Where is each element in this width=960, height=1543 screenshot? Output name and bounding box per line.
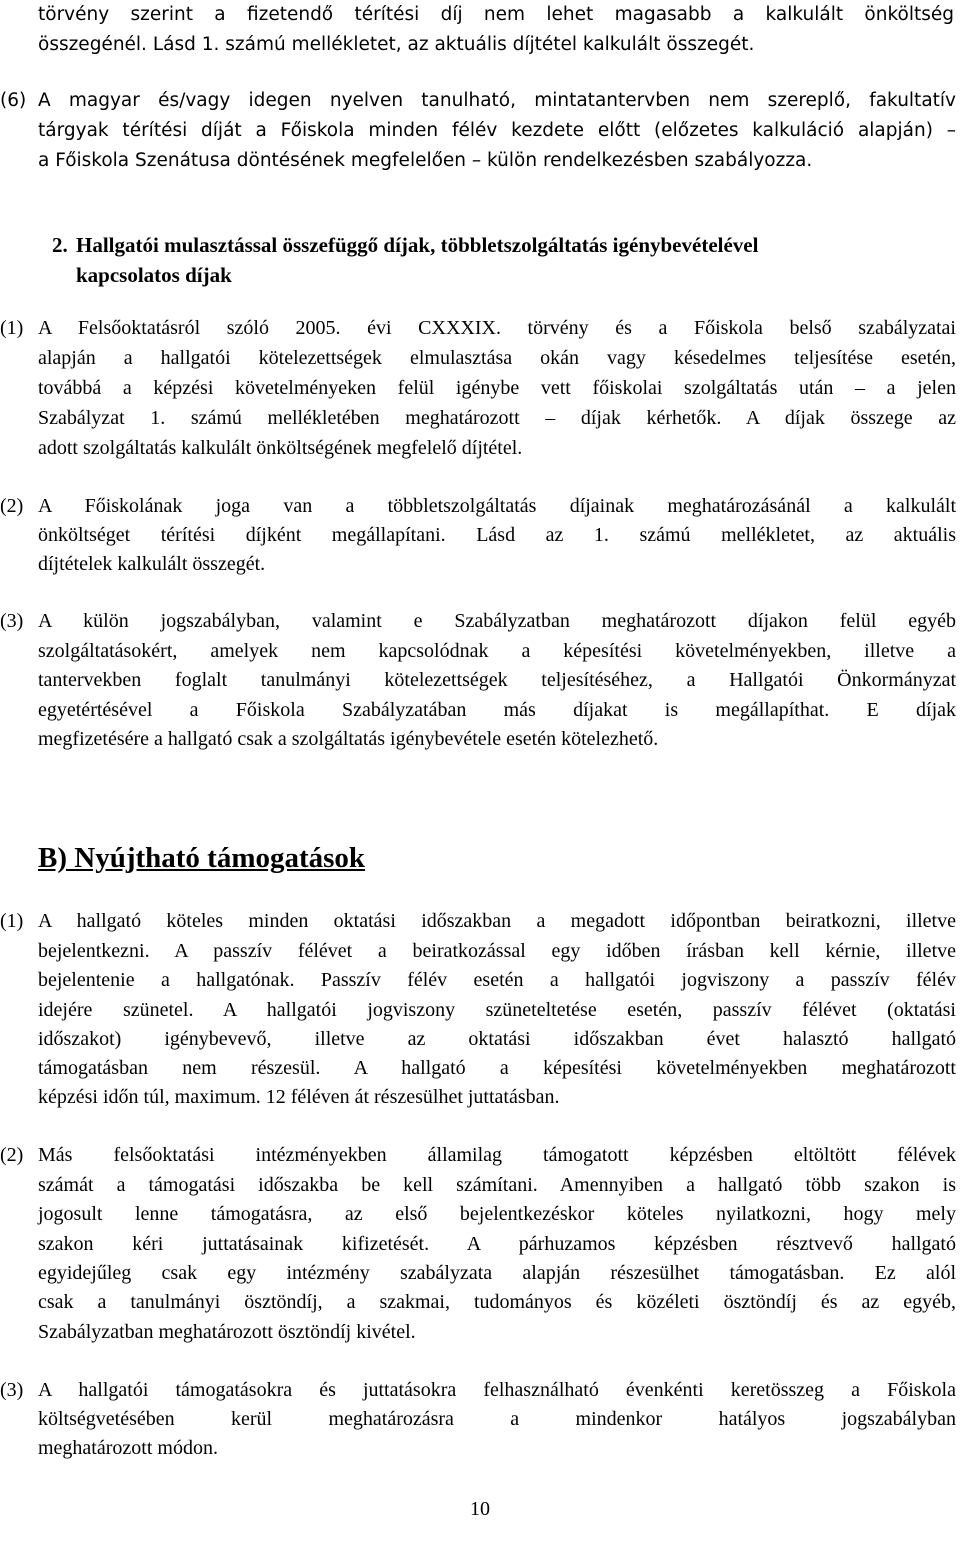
paragraph-number: (2) <box>0 495 24 517</box>
text-line: meghatározott módon. <box>38 1437 218 1459</box>
text-line: tárgyak térítési díját a Főiskola minden félév kezdete előtt (előzetes kalkuláció alapján) – <box>38 120 956 141</box>
text-line: A külön jogszabályban, valamint e Szabályzatban meghatározott díjakon felül egyéb <box>38 610 956 632</box>
text-line: idejére szünetel. A hallgatói jogviszony szüneteltetése esetén, passzív félévet (oktatási <box>38 999 956 1021</box>
section-title-line: kapcsolatos díjak <box>76 263 232 287</box>
text-line: bejelentkezni. A passzív félévet a beiratkozással egy időben írásban kell kérnie, illetve <box>38 940 956 962</box>
text-line: összegénél. Lásd 1. számú mellékletet, az aktuális díjtétel kalkulált összegét. <box>38 34 755 55</box>
text-line: továbbá a képzési követelményeken felül igénybe vett főiskolai szolgáltatás után – a jelen <box>38 377 956 399</box>
text-line: A Felsőoktatásról szóló 2005. évi CXXXIX. törvény és a Főiskola belső szabályzatai <box>38 317 956 339</box>
text-line: Szabályzat 1. számú mellékletében meghatározott – díjak kérhetők. A díjak összege az <box>38 407 956 429</box>
text-line: szakon kéri juttatásainak kifizetését. A párhuzamos képzésben résztvevő hallgató <box>38 1233 956 1255</box>
text-line: A hallgatói támogatásokra és juttatásokra felhasználható évenkénti keretösszeg a Főiskola <box>38 1379 956 1401</box>
section-heading-cont <box>76 258 232 292</box>
text-line: egyidejűleg csak egy intézmény szabályzata alapján részesülhet támogatásban. Ez alól <box>38 1262 956 1284</box>
paragraph-number: (3) <box>0 1379 24 1401</box>
paragraph-number: (6) <box>0 90 27 111</box>
text-line: A Főiskolának joga van a többletszolgáltatás díjainak meghatározásánál a kalkulált <box>38 495 956 517</box>
text-line: megfizetésére a hallgató csak a szolgáltatás igénybevétele esetén kötelezhető. <box>38 728 659 750</box>
section-title-line: Hallgatói mulasztással összefüggő díjak, többletszolgáltatás igénybevételével <box>76 233 759 257</box>
text-line: Más felsőoktatási intézményekben államilag támogatott képzésben eltöltött félévek <box>38 1144 956 1166</box>
text-line: A magyar és/vagy idegen nyelven tanulható, mintatantervben nem szereplő, fakultatív <box>38 90 956 111</box>
text-line: önköltséget térítési díjként megállapítani. Lásd az 1. számú mellékletet, az aktuális <box>38 524 956 546</box>
text-line: jogosult lenne támogatásra, az első bejelentkezéskor köteles nyilatkozni, hogy mely <box>38 1203 956 1225</box>
text-line: díjtételek kalkulált összegét. <box>38 553 266 575</box>
text-line: alapján a hallgatói kötelezettségek elmulasztása okán vagy késedelmes teljesítése esetén, <box>38 347 956 369</box>
text-line: bejelentenie a hallgatónak. Passzív félév esetén a hallgatói jogviszony a passzív félév <box>38 969 956 991</box>
text-line: a Főiskola Szenátusa döntésének megfelelően – külön rendelkezésben szabályozza. <box>38 150 813 171</box>
text-line: csak a tanulmányi ösztöndíj, a szakmai, tudományos és közéleti ösztöndíj és az egyéb, <box>38 1291 956 1313</box>
section-heading <box>52 228 759 262</box>
text-line: képzési időn túl, maximum. 12 féléven át részesülhet juttatásban. <box>38 1086 560 1108</box>
text-line: tantervekben foglalt tanulmányi kötelezettségek teljesítéséhez, a Hallgatói Önkormányzat <box>38 669 956 691</box>
paragraph-number: (2) <box>0 1144 24 1166</box>
paragraph-number: (1) <box>0 317 24 339</box>
text-line: számát a támogatási időszakba be kell számítani. Amennyiben a hallgató több szakon is <box>38 1174 956 1196</box>
paragraph-number: (1) <box>0 910 24 932</box>
text-line: támogatásban nem részesül. A hallgató a képesítési követelményekben meghatározott <box>38 1057 956 1079</box>
text-line: Szabályzatban meghatározott ösztöndíj kivétel. <box>38 1321 416 1343</box>
page-number: 10 <box>470 1498 490 1520</box>
text-line: adott szolgáltatás kalkulált önköltségének megfelelő díjtétel. <box>38 437 523 459</box>
paragraph-number: (3) <box>0 610 24 632</box>
text-line: szolgáltatásokért, amelyek nem kapcsolódnak a képesítési követelményekben, illetve a <box>38 640 956 662</box>
text-line: törvény szerint a fizetendő térítési díj nem lehet magasabb a kalkulált önköltség <box>38 4 954 25</box>
text-line: időszakot) igénybevevő, illetve az oktatási időszakban évet halasztó hallgató <box>38 1028 956 1050</box>
text-line: egyetértésével a Főiskola Szabályzatában más díjakat is megállapíthat. E díjak <box>38 699 956 721</box>
text-line: A hallgató köteles minden oktatási időszakban a megadott időpontban beiratkozni, illetve <box>38 910 956 932</box>
section-b-heading: B) Nyújtható támogatások <box>38 842 366 874</box>
text-line: költségvetésében kerül meghatározásra a mindenkor hatályos jogszabályban <box>38 1408 956 1430</box>
section-number: 2. <box>52 233 68 257</box>
